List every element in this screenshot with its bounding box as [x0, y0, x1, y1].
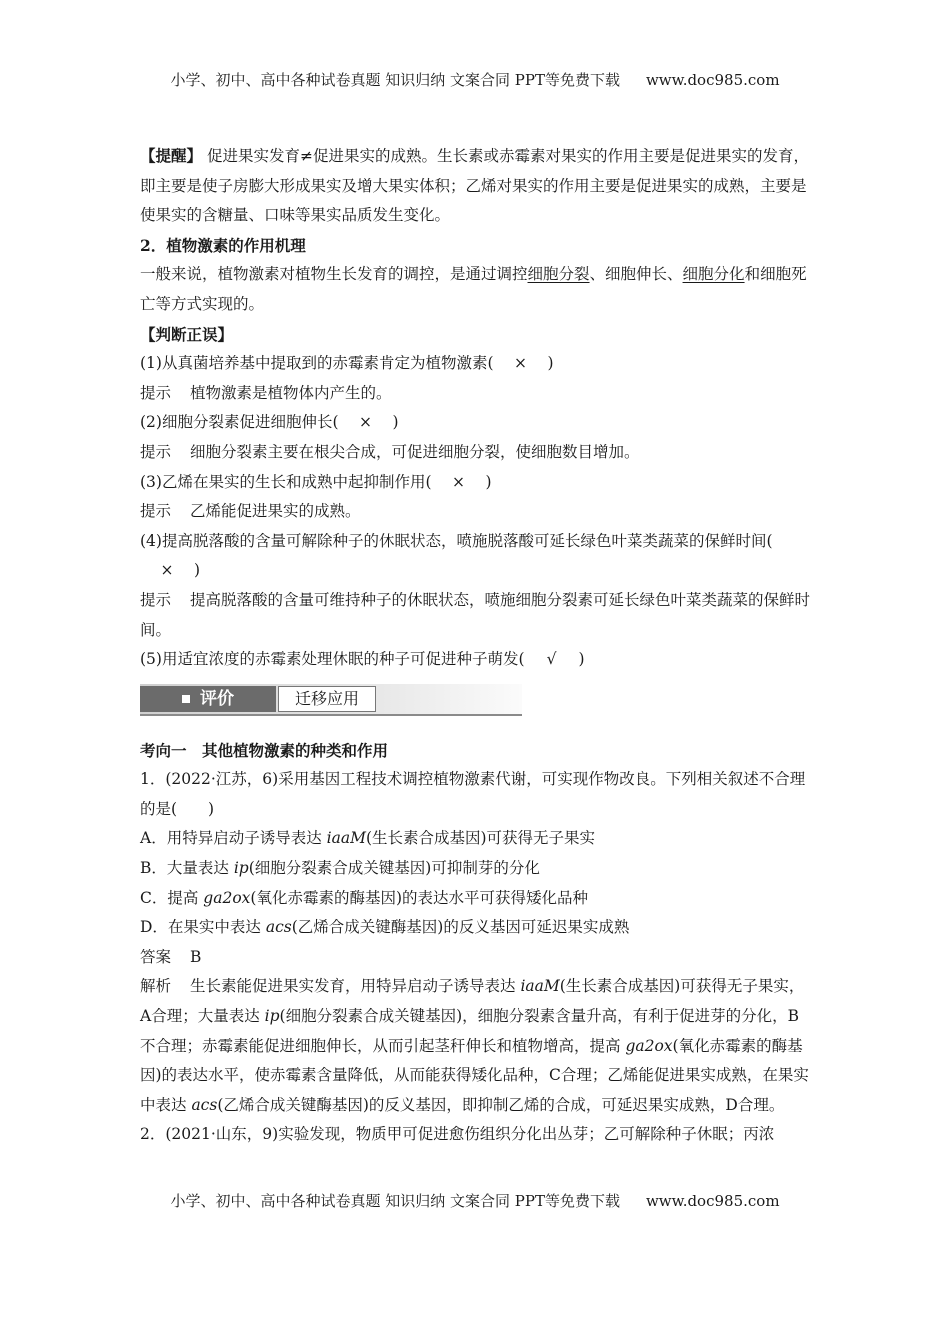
kaoxiang-title: 考向一 其他植物激素的种类和作用	[140, 740, 389, 760]
analysis-text: 生长素能促进果实发育，用特异启动子诱导表达	[190, 977, 521, 996]
option-text: B．大量表达	[140, 859, 234, 878]
gene-name: ip	[233, 859, 249, 878]
option-text: D．在果实中表达	[140, 918, 266, 937]
footer-site[interactable]: www.doc985.com	[645, 1192, 780, 1210]
analysis-text: (氧化赤霉素的酶基因)的表达水平，使赤霉素含量降低，从而能获得矮化品种，C合理；乙烯能促进果实成熟，在果实中表达	[140, 1036, 809, 1114]
analysis-label: 解析	[140, 977, 172, 996]
hint-label: 提示	[140, 502, 172, 521]
hint-label: 提示	[140, 383, 172, 402]
section-2-text-2: 、细胞伸长、	[589, 265, 683, 284]
judge-close: )	[485, 472, 492, 491]
judge-question: (1)从真菌培养基中提取到的赤霉素肯定为植物激素(	[140, 354, 494, 373]
banner-dark-tab	[140, 686, 276, 712]
judge-hint-3	[140, 497, 812, 527]
banner-square-icon	[182, 695, 190, 703]
option-text: (乙烯合成关键酶基因)的反义基因可延迟果实成熟	[291, 918, 630, 937]
judge-hint-2	[140, 438, 812, 468]
option-text: (氧化赤霉素的酶基因)的表达水平可获得矮化品种	[250, 888, 589, 907]
question-1-answer	[140, 943, 812, 973]
analysis-text: (乙烯合成关键酶基因)的反义基因，即抑制乙烯的合成，可延迟果实成熟，D合理。	[217, 1095, 785, 1114]
judge-question: (2)细胞分裂素促进细胞伸长(	[140, 413, 339, 432]
analysis-text: (生长素合成基因)可获得无子果实，A合理；大量表达	[140, 977, 805, 1026]
banner-underline	[140, 714, 522, 716]
header-text: 小学、初中、高中各种试卷真题 知识归纳 文案合同 PPT等免费下载	[170, 71, 620, 89]
gene-name: ga2ox	[625, 1036, 673, 1055]
question-2-stem: 2．(2021·山东，9)实验发现，物质甲可促进愈伤组织分化出丛芽；乙可解除种子休眠；丙浓	[140, 1125, 775, 1144]
section-2-text-1: 一般来说，植物激素对植物生长发育的调控，是通过调控	[140, 265, 528, 284]
judge-mark: ×	[359, 413, 373, 432]
option-text: A．用特异启动子诱导表达	[140, 829, 327, 848]
hint-text: 乙烯能促进果实的成熟。	[190, 502, 361, 521]
option-text: (细胞分裂素合成关键基因)可抑制芽的分化	[248, 859, 540, 878]
judge-title: 【判断正误】	[140, 324, 234, 344]
analysis-text: (细胞分裂素合成关键基因)，细胞分裂素含量升高，有利于促进芽的分化，B不合理；赤霉素能促进细胞伸长，从而引起茎秆伸长和植物增高，提高	[140, 1007, 800, 1055]
judge-mark: ×	[514, 354, 528, 373]
section-2-paragraph	[140, 260, 812, 319]
reminder-label: 【提醒】	[140, 146, 203, 165]
judge-item-1	[140, 349, 812, 379]
section-2-title: 2．植物激素的作用机理	[140, 235, 306, 255]
section-2-text-3: 和细胞死亡等方式实现的。	[140, 265, 807, 313]
underlined-term-cell-differentiation: 细胞分化	[682, 265, 745, 284]
page-header	[0, 70, 950, 90]
question-1-option-c	[140, 884, 812, 914]
judge-question: (4)提高脱落酸的含量可解除种子的休眠状态，喷施脱落酸可延长绿色叶菜类蔬菜的保鲜时间(	[140, 531, 773, 550]
judge-question: (5)用适宜浓度的赤霉素处理休眠的种子可促进种子萌发(	[140, 650, 525, 669]
underlined-term-cell-division: 细胞分裂	[527, 265, 590, 284]
judge-hint-1	[140, 379, 812, 409]
judge-item-2	[140, 408, 812, 438]
gene-name: ga2ox	[203, 888, 251, 907]
judge-close: )	[392, 413, 399, 432]
judge-item-5	[140, 645, 812, 675]
judge-close: )	[578, 650, 585, 669]
question-1-option-d	[140, 913, 812, 943]
hint-label: 提示	[140, 590, 172, 609]
main-content	[140, 141, 812, 1150]
judge-question: (3)乙烯在果实的生长和成熟中起抑制作用(	[140, 472, 432, 491]
judge-hint-4	[140, 586, 812, 645]
reminder-paragraph	[140, 141, 812, 231]
judge-item-4	[140, 527, 812, 586]
hint-text: 细胞分裂素主要在根尖合成，可促进细胞分裂，使细胞数目增加。	[190, 442, 640, 461]
answer-label: 答案	[140, 947, 172, 966]
option-text: (生长素合成基因)可获得无子果实	[365, 829, 596, 848]
evaluation-banner	[140, 684, 522, 716]
page-footer	[0, 1191, 950, 1211]
footer-text: 小学、初中、高中各种试卷真题 知识归纳 文案合同 PPT等免费下载	[170, 1192, 620, 1210]
judge-mark: ×	[452, 472, 466, 491]
question-1-analysis	[140, 972, 812, 1120]
hint-text: 提高脱落酸的含量可维持种子的休眠状态，喷施细胞分裂素可延长绿色叶菜类蔬菜的保鲜时间。	[140, 590, 811, 639]
judge-item-3	[140, 468, 812, 498]
question-1-option-b	[140, 854, 812, 884]
gene-name: iaaM	[520, 977, 560, 996]
gene-name: ip	[264, 1007, 280, 1026]
banner-light-tab: 迁移应用	[278, 686, 376, 712]
gene-name: iaaM	[326, 829, 366, 848]
header-site[interactable]: www.doc985.com	[645, 71, 780, 89]
banner-dark-label: 评价	[200, 688, 234, 709]
gene-name: acs	[191, 1095, 218, 1114]
gene-name: acs	[265, 918, 292, 937]
judge-close: )	[547, 354, 554, 373]
question-1-stem: 1．(2022·江苏，6)采用基因工程技术调控植物激素代谢，可实现作物改良。下列相关叙述不合理的是( )	[140, 770, 806, 818]
question-1-option-a	[140, 824, 812, 854]
hint-label: 提示	[140, 442, 172, 461]
hint-text: 植物激素是植物体内产生的。	[190, 383, 392, 402]
judge-mark: √	[546, 650, 557, 669]
answer-value: B	[190, 947, 202, 966]
judge-close: )	[194, 561, 201, 580]
option-text: C．提高	[140, 888, 204, 907]
reminder-text: 促进果实发育≠促进果实的成熟。生长素或赤霉素对果实的作用主要是促进果实的发育，即主要是使子房膨大形成果实及增大果实体积；乙烯对果实的作用主要是促进果实的成熟，主要是使果实的含糖量、口味等果实品质发生变化。	[140, 147, 809, 225]
judge-mark: ×	[160, 561, 174, 580]
